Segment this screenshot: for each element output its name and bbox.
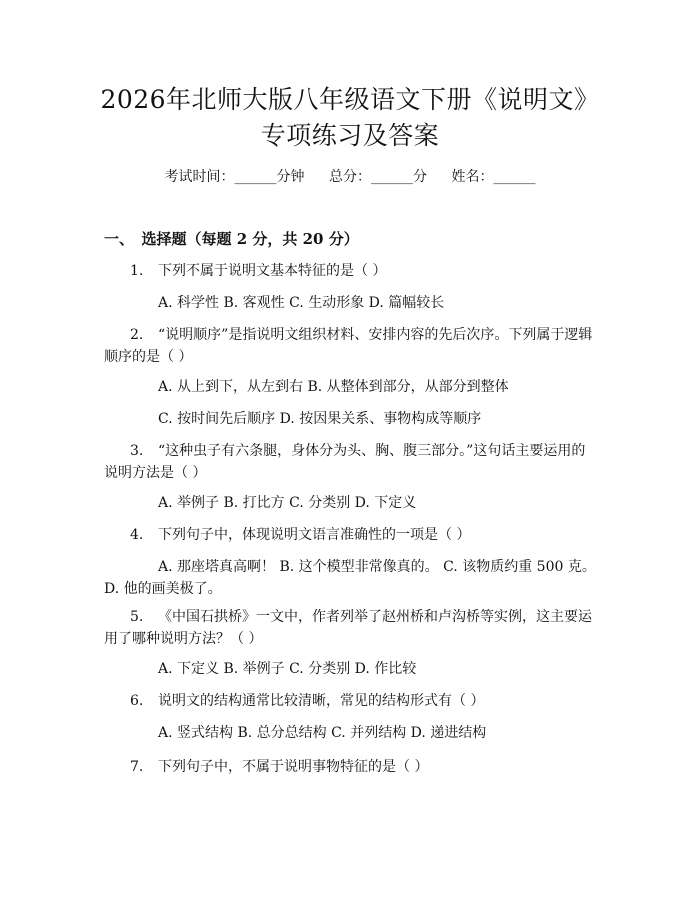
question-2 <box>104 324 596 368</box>
question-4-options: A. 那座塔真高啊！ B. 这个模型非常像真的。 C. 该物质约重 500 克。 D. 他的画美极了。 <box>104 559 596 597</box>
question-7 <box>104 756 596 778</box>
question-3 <box>104 440 596 484</box>
question-2-options-line-2: C. 按时间先后顺序 D. 按因果关系、事物构成等顺序 <box>158 411 482 427</box>
question-3-options: A. 举例子 B. 打比方 C. 分类别 D. 下定义 <box>158 495 417 511</box>
question-5-options: A. 下定义 B. 举例子 C. 分类别 D. 作比较 <box>158 661 417 677</box>
question-4 <box>104 524 596 546</box>
question-5 <box>104 606 596 650</box>
question-1-options: A. 科学性 B. 客观性 C. 生动形象 D. 篇幅较长 <box>158 295 445 311</box>
student-name-field: 姓名：______ <box>451 169 536 185</box>
question-number: 4. <box>130 527 144 543</box>
question-number: 6. <box>130 693 144 709</box>
question-number: 3. <box>130 443 144 459</box>
question-number: 2. <box>130 327 144 343</box>
question-number: 1. <box>130 263 144 279</box>
document-title-line-1: 2026年北师大版八年级语文下册《说明文》 <box>100 85 600 114</box>
question-text: 下列句子中，不属于说明事物特征的是（ ） <box>158 759 429 775</box>
question-text: 说明文的结构通常比较清晰，常见的结构形式有（ ） <box>158 693 485 709</box>
exam-time-field: 考试时间：______分钟 <box>164 169 305 185</box>
question-number: 5. <box>130 609 144 625</box>
question-text: 下列不属于说明文基本特征的是（ ） <box>158 263 387 279</box>
question-text: 《中国石拱桥》一文中，作者列举了赵州桥和卢沟桥等实例，这主要运用了哪种说明方法？（ ） <box>104 609 592 647</box>
question-text: “说明顺序”是指说明文组织材料、安排内容的先后次序。下列属于逻辑顺序的是（ ） <box>104 327 593 365</box>
question-number: 7. <box>130 759 144 775</box>
question-6-options: A. 竖式结构 B. 总分总结构 C. 并列结构 D. 递进结构 <box>158 725 487 741</box>
document-title-line-2: 专项练习及答案 <box>260 121 440 150</box>
question-text: 下列句子中，体现说明文语言准确性的一项是（ ） <box>158 527 471 543</box>
section-title: 一、 选择题（每题 2 分，共 20 分） <box>104 230 359 248</box>
question-6 <box>104 690 596 712</box>
exam-score-field: 总分：______分 <box>329 169 427 185</box>
question-text: “这种虫子有六条腿，身体分为头、胸、腹三部分。”这句话主要运用的说明方法是（ ） <box>104 443 586 481</box>
question-2-options-line-1: A. 从上到下，从左到右 B. 从整体到部分，从部分到整体 <box>158 379 509 395</box>
question-1 <box>104 260 596 282</box>
exam-meta <box>0 166 700 188</box>
